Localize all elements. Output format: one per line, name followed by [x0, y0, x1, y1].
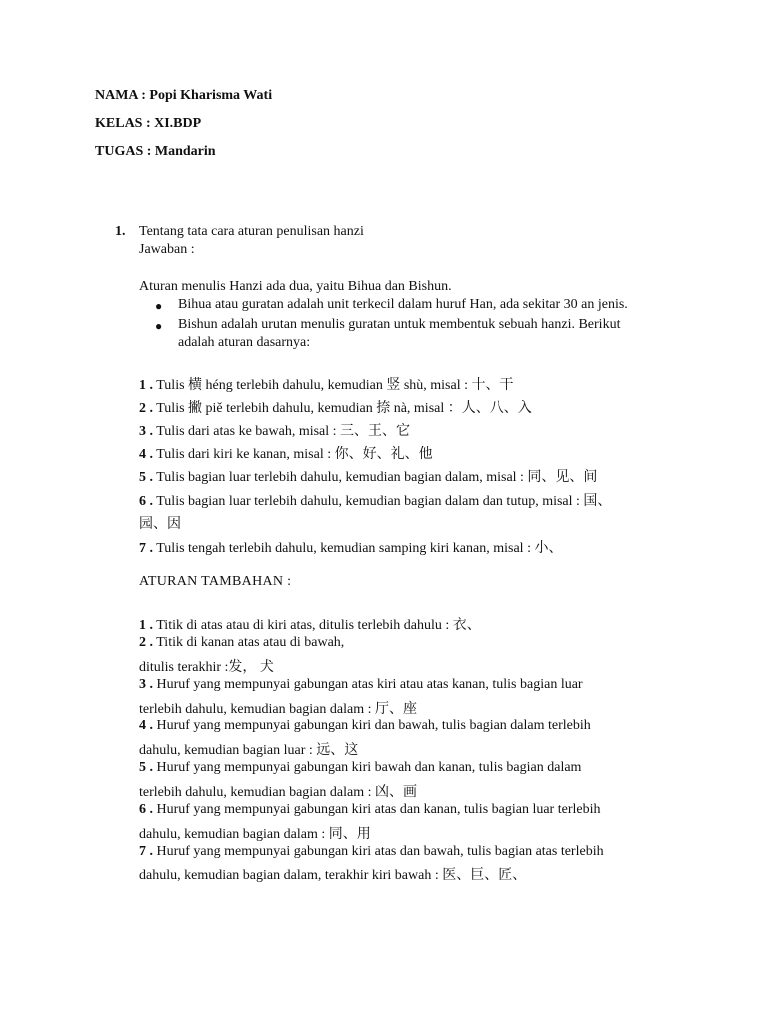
- additional-rule-continuation: terlebih dahulu, kemudian bagian dalam : 厅、座: [139, 702, 417, 717]
- rule-number: 3 .: [139, 424, 153, 439]
- additional-rule-continuation: dahulu, kemudian bagian dalam, terakhir kiri bawah : 医、巨、匠、: [139, 868, 527, 883]
- rule-number: 6 .: [139, 494, 153, 509]
- additional-rules-title: ATURAN TAMBAHAN :: [139, 574, 292, 589]
- additional-rule: [139, 677, 583, 693]
- rule-text: Huruf yang mempunyai gabungan kiri bawah dan kanan, tulis bagian dalam: [153, 760, 582, 775]
- rule-number: 7 .: [139, 844, 153, 859]
- additional-rule-continuation: ditulis terakhir :发， 犬: [139, 660, 274, 675]
- rule-number: 5 .: [139, 470, 153, 485]
- intro-text: Aturan menulis Hanzi ada dua, yaitu Bihua dan Bishun.: [139, 279, 452, 294]
- question-title: Tentang tata cara aturan penulisan hanzi: [139, 224, 364, 239]
- student-name: NAMA : Popi Kharisma Wati: [95, 88, 273, 103]
- basic-rule: [139, 443, 433, 463]
- basic-rule: [139, 374, 514, 394]
- additional-rule-continuation: dahulu, kemudian bagian luar : 远、这: [139, 743, 359, 758]
- additional-rule: [139, 844, 604, 860]
- basic-rule: [139, 466, 597, 486]
- additional-rule: [139, 760, 581, 776]
- rule-text: Huruf yang mempunyai gabungan kiri atas dan kanan, tulis bagian luar terlebih: [153, 802, 601, 817]
- rule-number: 2 .: [139, 401, 153, 416]
- bullet-bishun-line: adalah aturan dasarnya:: [178, 335, 311, 350]
- additional-rule: [139, 802, 600, 818]
- bullet-bihua-line: Bihua atau guratan adalah unit terkecil dalam huruf Han, ada sekitar 30 an jenis.: [178, 297, 628, 312]
- rule-text: Tulis bagian luar terlebih dahulu, kemudian bagian dalam, misal : 同、见、间: [153, 470, 598, 485]
- answer-label: Jawaban :: [139, 242, 195, 257]
- rule-text: Titik di kanan atas atau di bawah,: [153, 635, 345, 650]
- rule-number: 6 .: [139, 802, 153, 817]
- rule-text: Tulis tengah terlebih dahulu, kemudian samping kiri kanan, misal : 小、: [153, 541, 563, 556]
- rule-number: 2 .: [139, 635, 153, 650]
- additional-rule: [139, 718, 591, 734]
- rule-number: 1 .: [139, 378, 153, 393]
- additional-rule: [139, 635, 344, 651]
- rule-text: Tulis 横 héng terlebih dahulu, kemudian 竖 shù, misal : 十、干: [153, 378, 514, 393]
- basic-rule-continuation: 园、因: [139, 517, 181, 532]
- additional-rule-continuation: dahulu, kemudian bagian dalam : 同、用: [139, 827, 371, 842]
- rule-text: Titik di atas atau di kiri atas, ditulis terlebih dahulu : 衣、: [153, 618, 481, 633]
- rule-number: 5 .: [139, 760, 153, 775]
- rule-text: Tulis bagian luar terlebih dahulu, kemudian bagian dalam dan tutup, misal : 国、: [153, 494, 612, 509]
- rule-number: 7 .: [139, 541, 153, 556]
- rule-text: Tulis dari atas ke bawah, misal : 三、王、它: [153, 424, 411, 439]
- basic-rule: [139, 420, 410, 440]
- rule-number: 4 .: [139, 447, 153, 462]
- rule-text: Huruf yang mempunyai gabungan atas kiri atau atas kanan, tulis bagian luar: [153, 677, 583, 692]
- bullet-marker: ●: [155, 299, 163, 313]
- additional-rule-continuation: terlebih dahulu, kemudian bagian dalam : 凶、画: [139, 785, 417, 800]
- bullet-bishun-line: Bishun adalah urutan menulis guratan untuk membentuk sebuah hanzi. Berikut: [178, 317, 621, 332]
- rule-number: 3 .: [139, 677, 153, 692]
- assignment-subject: TUGAS : Mandarin: [95, 144, 216, 159]
- rule-text: Tulis 撇 piě terlebih dahulu, kemudian 捺 nà, misal ：人、八、入: [153, 401, 532, 416]
- additional-rule: [139, 614, 481, 634]
- bullet-marker: ●: [155, 319, 163, 333]
- basic-rule: [139, 537, 562, 557]
- rule-number: 1 .: [139, 618, 153, 633]
- basic-rule: [139, 397, 532, 417]
- rule-number: 4 .: [139, 718, 153, 733]
- rule-text: Huruf yang mempunyai gabungan kiri dan bawah, tulis bagian dalam terlebih: [153, 718, 591, 733]
- rule-text: Huruf yang mempunyai gabungan kiri atas dan bawah, tulis bagian atas terlebih: [153, 844, 604, 859]
- question-number: 1.: [115, 224, 126, 239]
- basic-rule: [139, 490, 611, 510]
- rule-text: Tulis dari kiri ke kanan, misal : 你、好、礼、他: [153, 447, 433, 462]
- student-class: KELAS : XI.BDP: [95, 116, 202, 131]
